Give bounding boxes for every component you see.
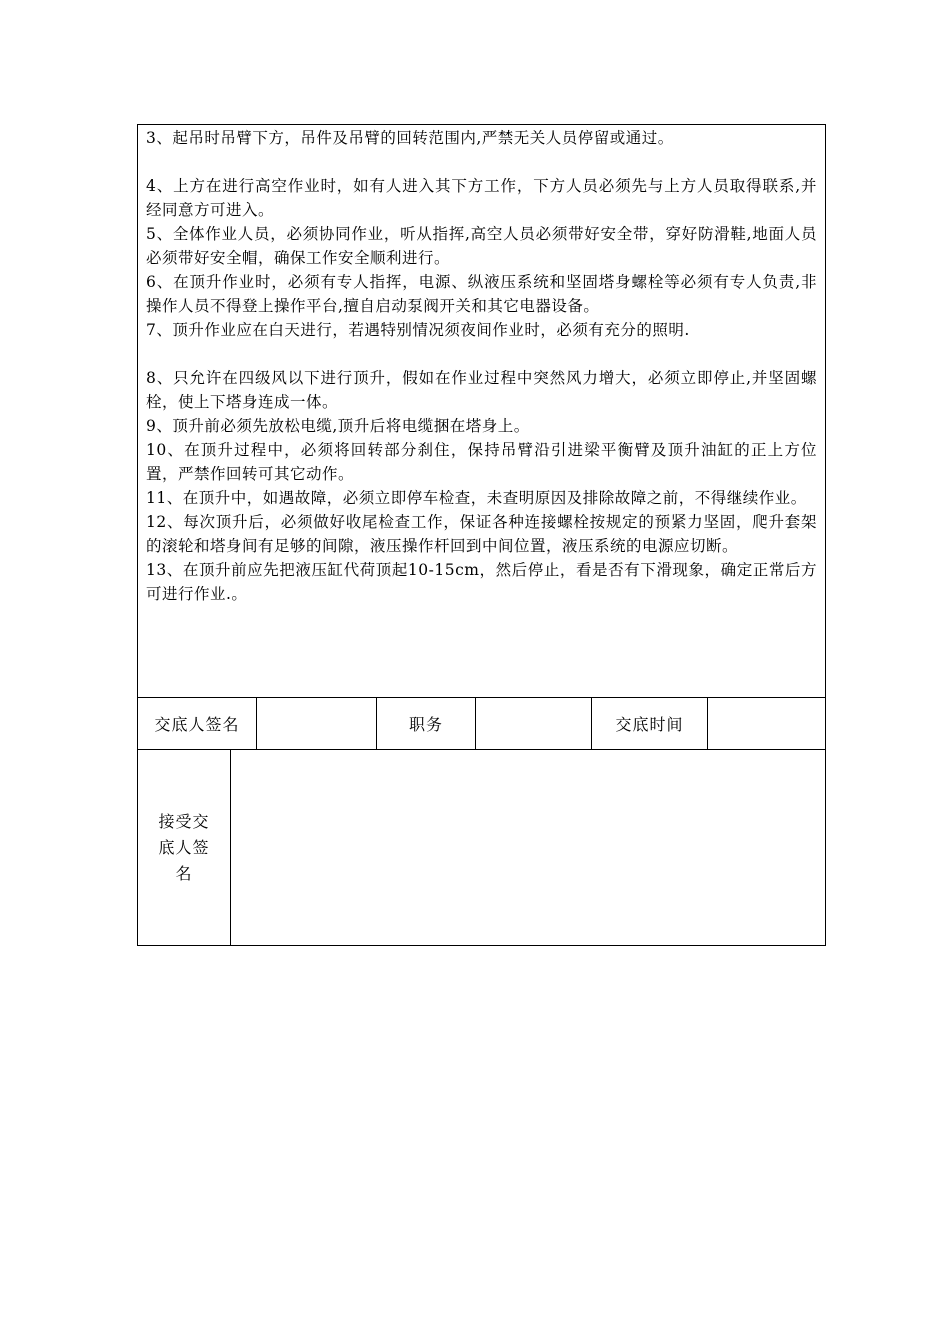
item-13: 13、在顶升前应先把液压缸代荷顶起10-15cm，然后停止，看是否有下滑现象，确定正常后方可进行作业.。 [146,561,817,603]
item-11: 11、在顶升中，如遇故障，必须立即停车检查，未查明原因及排除故障之前，不得继续作业。 [146,489,807,507]
signature-row [138,698,825,750]
item-5: 5、全体作业人员，必须协同作业，听从指挥,高空人员必须带好安全带，穿好防滑鞋,地面人员必须带好安全帽，确保工作安全顺利进行。 [146,225,817,267]
receiver-signature-label: 接受交底人签名 [158,811,210,883]
disclosure-time-field[interactable] [708,698,825,749]
safety-items [138,125,825,698]
item-7: 7、顶升作业应在白天进行，若遇特别情况须夜间作业时，必须有充分的照明. [146,321,690,339]
receiver-signature-label-cell [138,750,231,945]
position-field[interactable] [476,698,592,749]
discloser-signature-field[interactable] [257,698,377,749]
receiver-row [138,750,825,945]
item-4: 4、上方在进行高空作业时，如有人进入其下方工作，下方人员必须先与上方人员取得联系,并经同意方可进入。 [146,177,817,219]
item-3: 3、起吊时吊臂下方，吊件及吊臂的回转范围内,严禁无关人员停留或通过。 [146,129,674,147]
disclosure-time-label: 交底时间 [592,698,708,749]
item-6: 6、在顶升作业时，必须有专人指挥，电源、纵液压系统和坚固塔身螺栓等必须有专人负责,非操作人员不得登上操作平台,擅自启动泵阀开关和其它电器设备。 [146,273,817,315]
item-12: 12、每次顶升后，必须做好收尾检查工作，保证各种连接螺栓按规定的预紧力坚固，爬升套架的滚轮和塔身间有足够的间隙，液压操作杆回到中间位置，液压系统的电源应切断。 [146,513,817,555]
item-10: 10、在顶升过程中，必须将回转部分刹住，保持吊臂沿引进梁平衡臂及顶升油缸的正上方位置，严禁作回转可其它动作。 [146,441,817,483]
item-9: 9、顶升前必须先放松电缆,顶升后将电缆捆在塔身上。 [146,417,530,435]
discloser-signature-label: 交底人签名 [138,698,257,749]
position-label: 职务 [377,698,476,749]
item-8: 8、只允许在四级风以下进行顶升，假如在作业过程中突然风力增大，必须立即停止,并坚固螺栓，使上下塔身连成一体。 [146,369,817,411]
disclosure-form [137,124,826,946]
receiver-signature-field[interactable] [231,750,825,945]
